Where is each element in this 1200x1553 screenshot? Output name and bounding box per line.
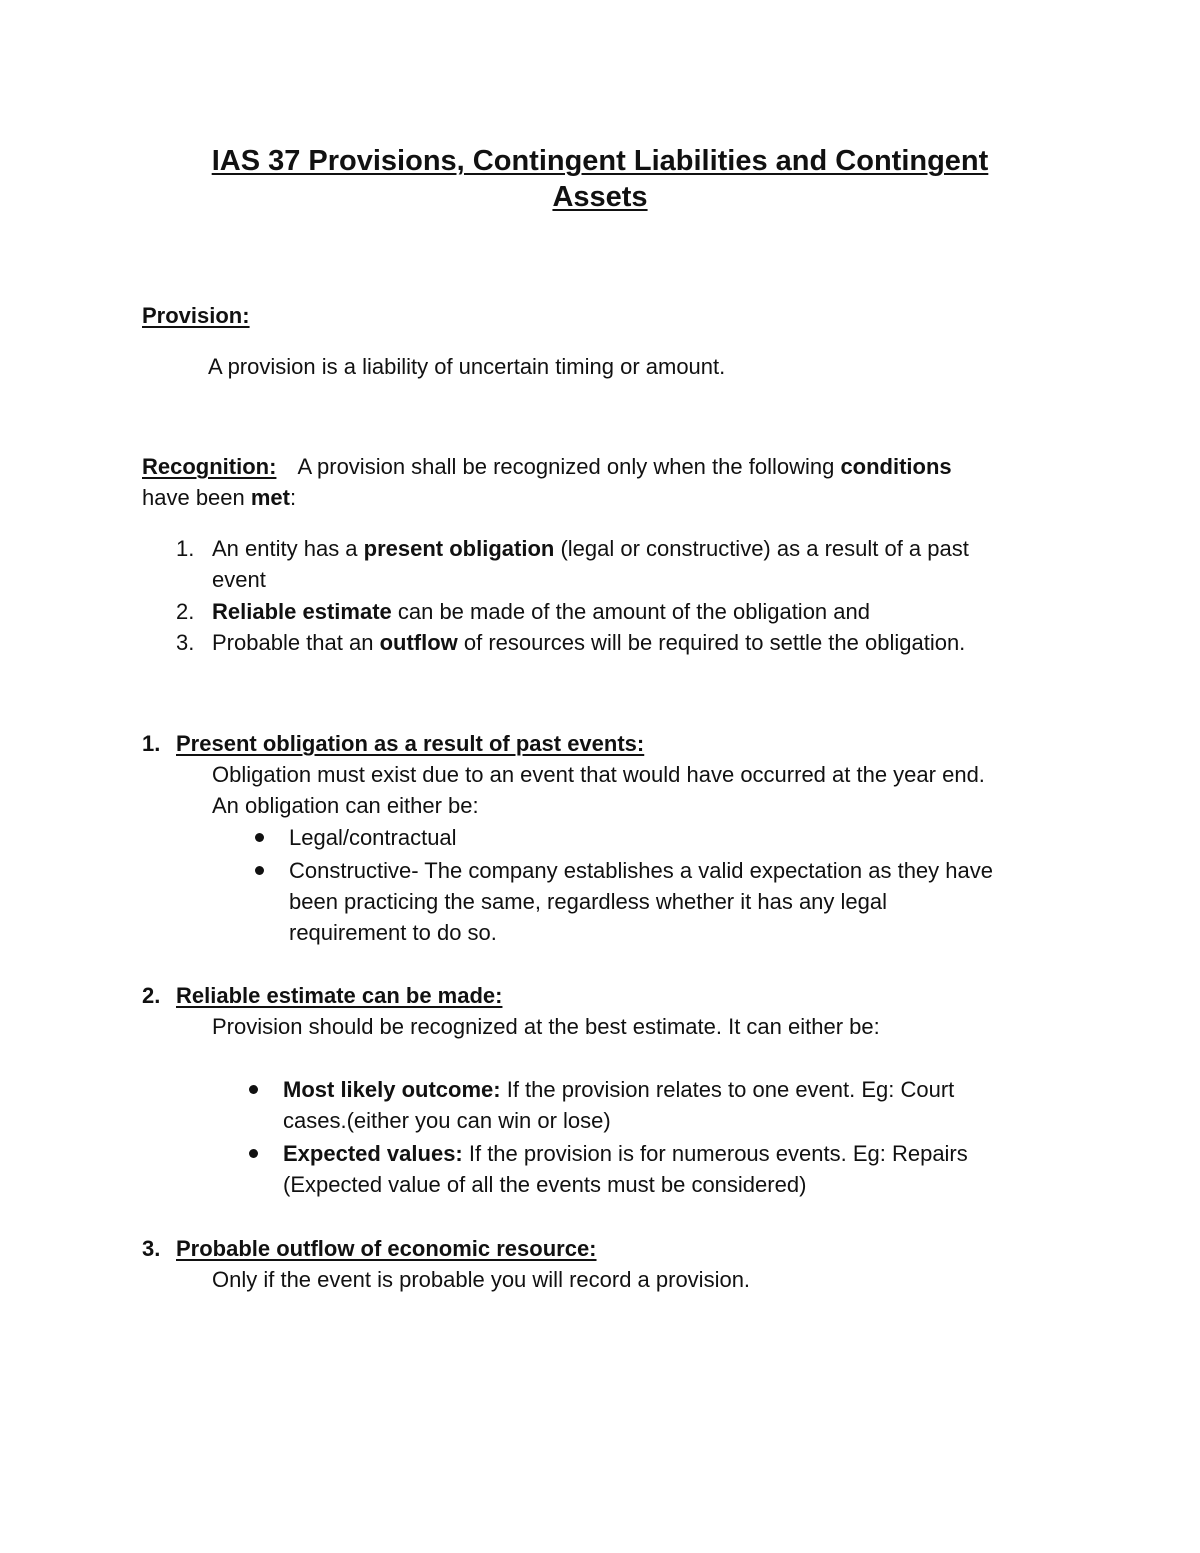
bullet-item-cont: been practicing the same, regardless whether it has any legal bbox=[289, 889, 888, 914]
section-heading: Reliable estimate can be made: bbox=[176, 983, 503, 1008]
document-page: IAS 37 Provisions, Contingent Liabilities and Contingent Assets Provision: A provision is a liability of uncertain timing or amount. Recognition: A provision shall be recognized only when the following conditions have been met: 1. An entity has a present obligation (legal or constructive) as a result of a past event 2. Reliable estimate can be made of the amount of the obligation and 3. Probable that an outflow of resources will be required to settle the obligation. 1. Present obligation as a result of past events: Obligation must exist due to an event that would have occurred at the year end. An obligation can either be: Legal/contractual Constructive- The company establishes a valid expectation as they have been practicing the same, regardless whether it has any legal requirement to do so. 2. Reliable estimate can be made: Provision should be recognized at the best estimate. It can either be: Most likely outcome: If the provision relates to one event. Eg: Court cases.(either you can win or lose) Expected values: If the provision is for numerous events. Eg: Repairs (Expected value of all the events must be considered) 3. Probable outflow of economic resource: Only if the event is probable you will record a provision. bbox=[0, 0, 1200, 1553]
bullet-icon bbox=[249, 1085, 258, 1094]
section-text: An obligation can either be: bbox=[212, 793, 479, 818]
section-text: Provision should be recognized at the best estimate. It can either be: bbox=[212, 1014, 880, 1039]
bullet-item: Most likely outcome: If the provision relates to one event. Eg: Court bbox=[283, 1077, 955, 1102]
recognition-heading: Recognition: bbox=[142, 454, 277, 479]
bullet-icon bbox=[255, 833, 264, 842]
list-number: 2. bbox=[176, 599, 195, 624]
bullet-item-cont: cases.(either you can win or lose) bbox=[283, 1108, 611, 1133]
section-number: 3. bbox=[142, 1236, 161, 1261]
recognition-intro bbox=[142, 451, 952, 482]
section-heading: Present obligation as a result of past events: bbox=[176, 731, 645, 756]
bullet-icon bbox=[249, 1149, 258, 1158]
recognition-intro-line-2: have been met: bbox=[142, 485, 297, 510]
bullet-item-cont: requirement to do so. bbox=[289, 920, 497, 945]
bullet-item: Expected values: If the provision is for numerous events. Eg: Repairs bbox=[283, 1141, 968, 1166]
title-line-1: IAS 37 Provisions, Contingent Liabilities and Contingent bbox=[211, 145, 989, 177]
bullet-item: Constructive- The company establishes a valid expectation as they have bbox=[289, 858, 993, 883]
met-emphasis: met bbox=[250, 485, 290, 510]
section-number: 1. bbox=[142, 731, 161, 756]
recognition-intro-text: A provision shall be recognized only when the following bbox=[297, 454, 841, 479]
conditions-emphasis: conditions bbox=[840, 454, 952, 479]
provision-heading: Provision: bbox=[142, 303, 250, 328]
section-number: 2. bbox=[142, 983, 161, 1008]
provision-definition: A provision is a liability of uncertain timing or amount. bbox=[208, 354, 726, 379]
list-number: 1. bbox=[176, 536, 195, 561]
bullet-item-cont: (Expected value of all the events must be considered) bbox=[283, 1172, 807, 1197]
list-number: 3. bbox=[176, 630, 195, 655]
bullet-item: Legal/contractual bbox=[289, 825, 457, 850]
section-heading: Probable outflow of economic resource: bbox=[176, 1236, 597, 1261]
section-text: Only if the event is probable you will record a provision. bbox=[212, 1267, 751, 1292]
title-line-2: Assets bbox=[552, 181, 648, 213]
document-title bbox=[150, 143, 1050, 215]
bullet-icon bbox=[255, 866, 264, 875]
section-text: Obligation must exist due to an event that would have occurred at the year end. bbox=[212, 762, 985, 787]
